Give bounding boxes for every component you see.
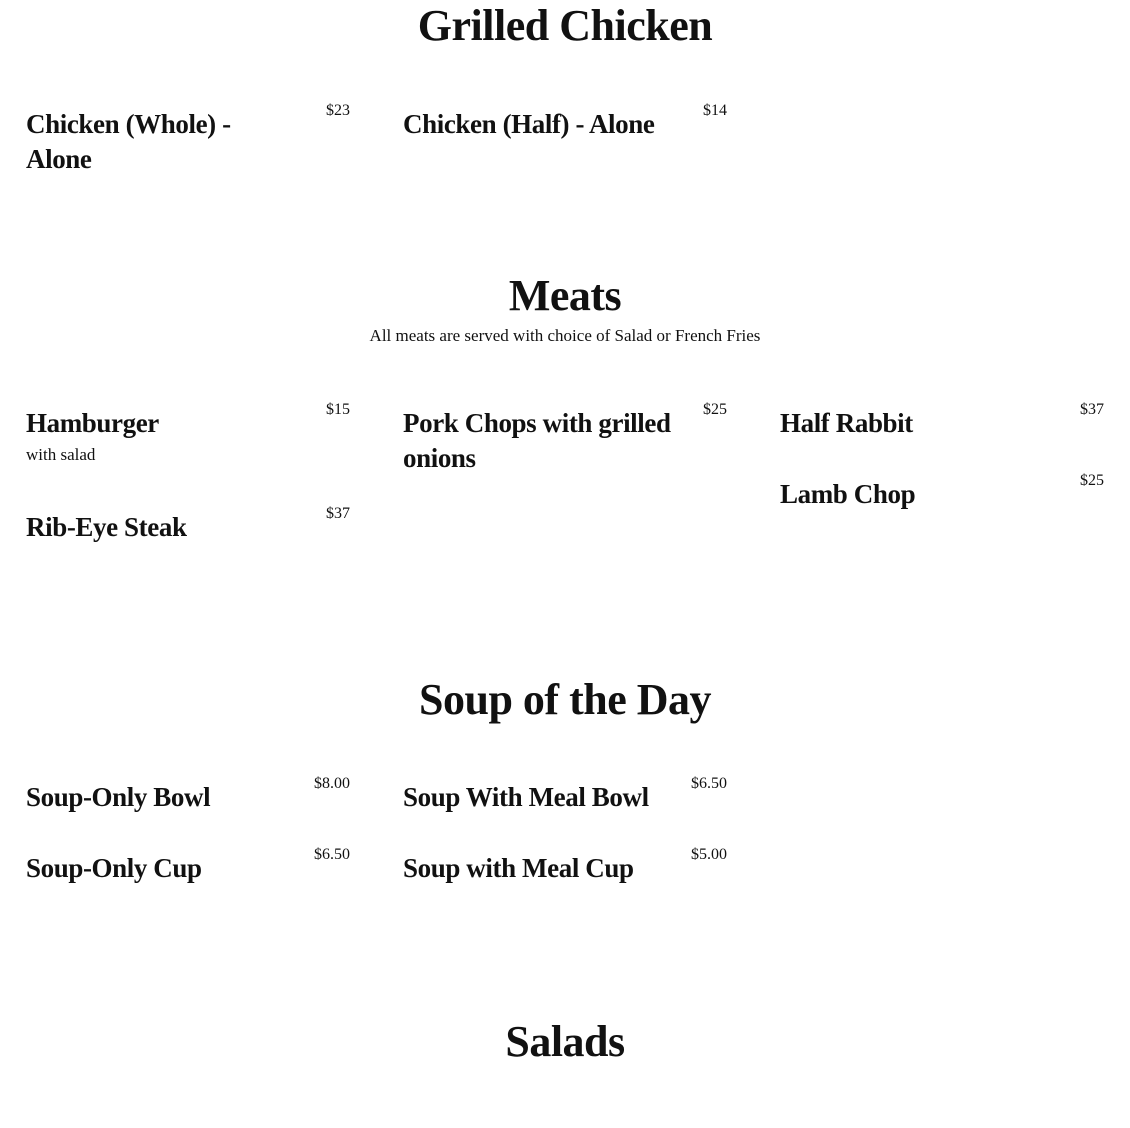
section-title-soup: Soup of the Day: [419, 675, 711, 724]
section-title-meats: Meats: [508, 271, 622, 320]
item-description: with salad: [26, 445, 96, 464]
item-name: Soup with Meal Cup: [403, 853, 634, 883]
item-price: $14: [703, 102, 727, 119]
item-price: $25: [1080, 472, 1104, 489]
menu-item-soup-with-meal-cup[interactable]: [403, 846, 727, 886]
item-price: $5.00: [691, 846, 727, 863]
item-price: $6.50: [314, 846, 350, 863]
item-name: Soup-Only Cup: [26, 853, 202, 883]
menu-item-rib-eye-steak[interactable]: [26, 505, 350, 545]
item-price: $23: [326, 102, 350, 119]
item-name: Rib-Eye Steak: [26, 512, 187, 542]
section-subtitle-meats: All meats are served with choice of Salad or French Fries: [369, 326, 761, 345]
menu-item-chicken-half[interactable]: [403, 102, 727, 142]
menu-item-chicken-whole[interactable]: [26, 102, 350, 177]
menu-item-hamburger[interactable]: [26, 401, 350, 465]
item-price: $37: [326, 505, 350, 522]
menu-item-half-rabbit[interactable]: [780, 401, 1104, 441]
item-name: Half Rabbit: [780, 408, 913, 438]
item-price: $37: [1080, 401, 1104, 418]
menu-item-pork-chops[interactable]: [403, 401, 727, 476]
section-title-grilled-chicken: Grilled Chicken: [417, 1, 713, 50]
item-name: Pork Chops with grilled onions: [403, 408, 671, 473]
item-name: Chicken (Half) - Alone: [403, 109, 655, 139]
item-name: Lamb Chop: [780, 479, 916, 509]
menu-item-soup-with-meal-bowl[interactable]: [403, 775, 727, 815]
item-price: $25: [703, 401, 727, 418]
item-name: Hamburger: [26, 408, 159, 438]
item-name: Soup With Meal Bowl: [403, 782, 649, 812]
section-title-salads: Salads: [505, 1017, 625, 1066]
item-price: $6.50: [691, 775, 727, 792]
menu-item-soup-only-cup[interactable]: [26, 846, 350, 886]
menu-item-soup-only-bowl[interactable]: [26, 775, 350, 815]
item-name: Chicken (Whole) - Alone: [26, 109, 231, 174]
item-name: Soup-Only Bowl: [26, 782, 211, 812]
item-price: $15: [326, 401, 350, 418]
item-price: $8.00: [314, 775, 350, 792]
menu-item-lamb-chop[interactable]: [780, 472, 1104, 512]
